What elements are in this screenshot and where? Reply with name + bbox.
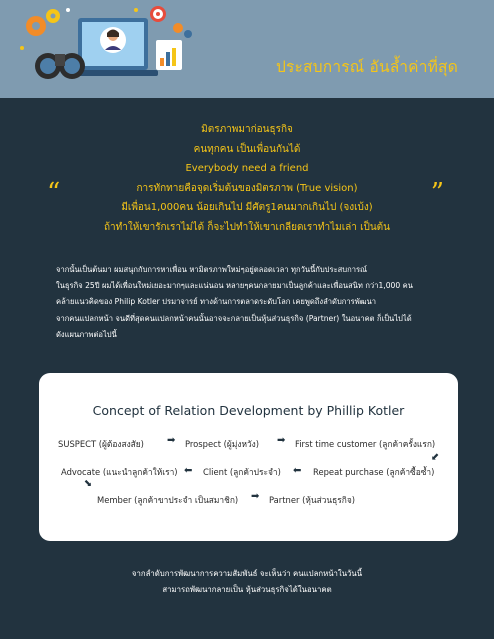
quote-line: มิตรภาพมาก่อนธุรกิจ	[201, 124, 293, 135]
user-icon	[173, 23, 183, 33]
node-partner: Partner (หุ้นส่วนธุรกิจ)	[269, 495, 356, 505]
intro-line: คล้ายแนวคิดของ Philip Kotler ปรมาจารย์ ทางด้านการตลาดระดับโลก เคยพูดถึงลำดับการพัฒนา	[56, 297, 377, 307]
arrow-down-left-icon: ➡	[427, 449, 442, 464]
intro-line: จากคนแปลกหน้า จนดีที่สุดคนแปลกหน้าคนนั้นอาจจะกลายเป็นหุ้นส่วนธุรกิจ (Partner) ในอนาคต ก็เป็นไปได้	[56, 313, 412, 323]
node-member: Member (ลูกค้าขาประจำ เป็นสมาชิก)	[97, 495, 239, 505]
outro-line: สามารถพัฒนากลายเป็น หุ้นส่วนธุรกิจได้ในอนาคต	[162, 585, 332, 594]
node-first-time-customer: First time customer (ลูกค้าครั้งแรก)	[295, 439, 436, 449]
open-quote-mark: “	[47, 178, 61, 208]
closing-paragraph	[0, 566, 494, 598]
intro-line: ดังแผนภาพต่อไปนี้	[56, 329, 117, 339]
arrow-right-icon: ➡	[167, 435, 176, 446]
quote-line: การทักทายคือจุดเริ่มต้นของมิตรภาพ (True vision)	[136, 182, 358, 194]
quote-line: มีเพื่อน1,000คน น้อยเกินไป มีศัตรู1คนมากเกินไป (จงเบ้ง)	[121, 202, 373, 213]
node-repeat-purchase: Repeat purchase (ลูกค้าซื้อซ้ำ)	[313, 467, 435, 477]
binoculars-icon	[35, 53, 85, 79]
diagram-title: Concept of Relation Development by Phillip Kotler	[92, 403, 405, 418]
quote-line: คนทุกคน เป็นเพื่อนกันได้	[193, 143, 301, 155]
close-quote-mark: ”	[430, 178, 444, 208]
arrow-right-icon: ➡	[251, 491, 260, 502]
arrow-left-icon: ➡	[184, 464, 193, 475]
node-prospect: Prospect (ผู้มุ่งหวัง)	[185, 439, 260, 449]
outro-line: จากลำดับการพัฒนาการความสัมพันธ์ จะเห็นว่า คนแปลกหน้าในวันนี้	[131, 569, 363, 578]
intro-line: ในธุรกิจ 25ปี ผมได้เพื่อนใหม่เยอะมากๆและแน่นอน หลายๆคนกลายมาเป็นลูกค้าและเพื่อนสนิท กว่า1,000 คน	[56, 281, 413, 291]
target-icon	[150, 6, 166, 22]
business-illustration	[8, 4, 198, 99]
node-advocate: Advocate (แนะนำลูกค้าให้เรา)	[61, 467, 178, 477]
quote-block	[40, 120, 454, 237]
intro-paragraph	[56, 262, 466, 343]
quote-line: ถ้าทำให้เขารักเราไม่ได้ ก็จะไปทำให้เขาเกลียดเราทำไมเล่า เป็นต้น	[103, 221, 391, 233]
intro-line: จากนั้นเป็นต้นมา ผมสนุกกับการหาเพื่อน หามิตรภาพใหม่ๆอยู่ตลอดเวลา ทุกวันนี้กับประสบการณ์	[56, 265, 368, 274]
node-client: Client (ลูกค้าประจำ)	[203, 467, 281, 477]
page-title: ประสบการณ์ อันล้ำค่าที่สุด	[275, 58, 458, 76]
quote-line: Everybody need a friend	[185, 163, 309, 174]
node-suspect: SUSPECT (ผู้ต้องสงสัย)	[58, 439, 144, 449]
arrow-down-right-icon: ➡	[80, 476, 95, 491]
relation-diagram-card	[39, 373, 458, 541]
arrow-right-icon: ➡	[277, 435, 286, 446]
arrow-left-icon: ➡	[293, 464, 302, 475]
